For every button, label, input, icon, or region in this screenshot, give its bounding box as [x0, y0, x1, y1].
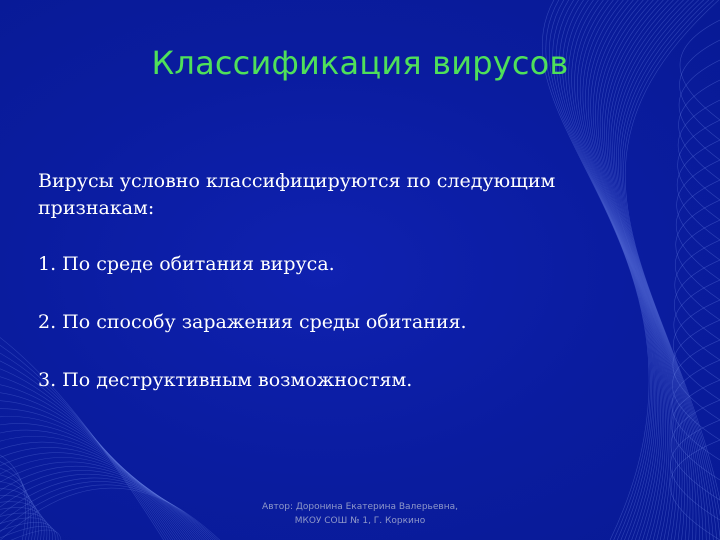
footer-line-school: МКОУ СОШ № 1, Г. Коркино	[294, 516, 426, 526]
slide-title: Классификация вирусов	[151, 44, 569, 82]
footer-line-author: Автор: Доронина Екатерина Валерьевна,	[262, 502, 458, 512]
intro-text: Вирусы условно классифицируются по следующим признакам:	[38, 170, 556, 219]
slide-body	[38, 168, 658, 425]
author-footer	[230, 500, 490, 528]
list-item: 2. По способу заражения среды обитания.	[38, 311, 467, 333]
list-item: 1. По среде обитания вируса.	[38, 253, 335, 275]
list-item: 3. По деструктивным возможностям.	[38, 369, 413, 391]
